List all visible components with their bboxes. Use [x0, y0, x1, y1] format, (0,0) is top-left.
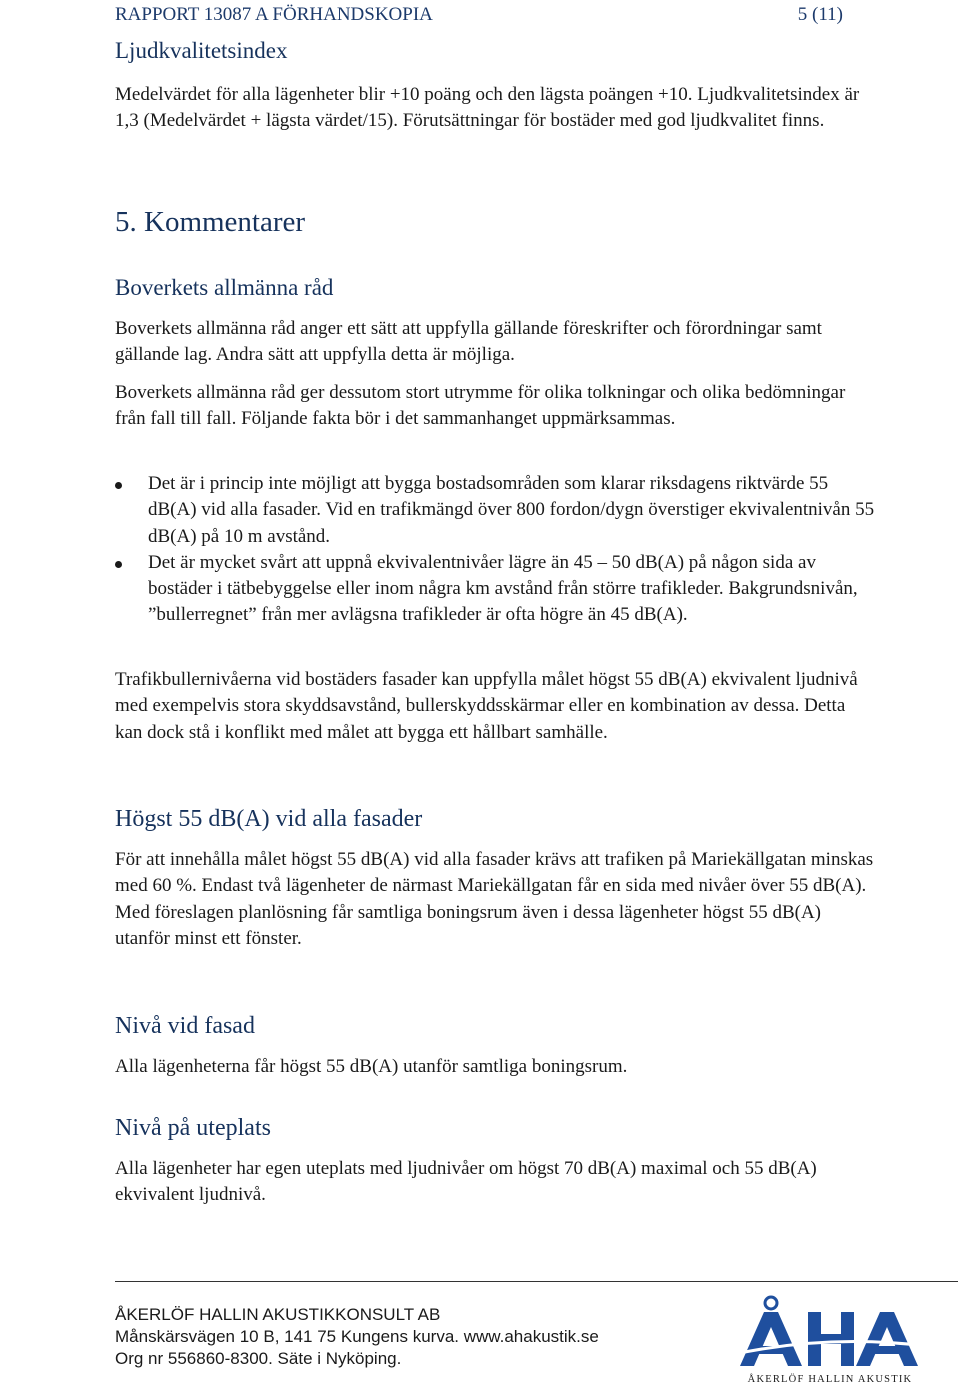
traffic-paragraph: Trafikbullernivåerna vid bostäders fasader kan uppfylla målet högst 55 dB(A) ekvivalent ljudnivå med exempelvis stora skyddsavstånd, bullerskyddsskärmar eller en kombination av dessa. Detta kan dock stå i konflikt med målet att bygga ett hållbart samhälle.	[115, 669, 858, 743]
list-item-text: Det är i princip inte möjligt att bygga bostadsområden som klarar riksdagens riktvärde 55 dB(A) vid alla fasader. Vid en trafikmängd över 800 fordon/dygn överstiger ekvivalentnivån 55 dB(A) på 10 m avstånd.	[148, 473, 875, 547]
footer	[115, 1304, 599, 1370]
boverket-paragraph-1: Boverkets allmänna råd anger ett sätt att uppfylla gällande föreskrifter och förordningar samt gällande lag. Andra sätt att uppfylla detta är möjliga.	[115, 318, 822, 366]
hogst-paragraph: För att innehålla målet högst 55 dB(A) vid alla fasader krävs att trafiken på Mariekällgatan minskas med 60 %. Endast två lägenheter de närmast Mariekällgatan får en sida med nivåer över 55 dB(A). Med föreslagen planlösning får samtliga boningsrum även i dessa lägenheter högst 55 dB(A) utanför minst ett fönster.	[115, 849, 874, 949]
section-title-hogst-55: Högst 55 dB(A) vid alla fasader	[115, 806, 423, 832]
footer-company: ÅKERLÖF HALLIN AKUSTIKKONSULT AB	[115, 1305, 441, 1324]
logo-caption: ÅKERLÖF HALLIN AKUSTIK	[747, 1374, 913, 1385]
facts-list	[115, 471, 875, 629]
section-title-ljudkvalitetsindex: Ljudkvalitetsindex	[115, 38, 288, 63]
chapter-title-kommentarer: 5. Kommentarer	[115, 206, 306, 238]
page-number: 5 (11)	[797, 4, 843, 25]
list-item-text: Det är mycket svårt att uppnå ekvivalentnivåer lägre än 45 – 50 dB(A) på någon sida av bostäder i tätbebyggelse eller inom några km avstånd från större trafikleder. Bakgrundsnivån, ”bullerregnet” från mer avlägsna trafikleder är ofta högre än 45 dB(A).	[148, 551, 858, 626]
footer-address: Månskärsvägen 10 B, 141 75 Kungens kurva. www.ahakustik.se	[115, 1327, 599, 1346]
uteplats-paragraph: Alla lägenheter har egen uteplats med ljudnivåer om högst 70 dB(A) maximal och 55 dB(A) ekvivalent ljudnivå.	[115, 1158, 817, 1206]
report-id: RAPPORT 13087 A FÖRHANDSKOPIA	[115, 4, 433, 25]
section-title-boverket: Boverkets allmänna råd	[115, 275, 334, 300]
aha-logo-icon	[730, 1294, 930, 1386]
bullet-icon	[115, 482, 122, 489]
running-header	[115, 4, 843, 26]
footer-divider	[115, 1281, 958, 1282]
footer-org: Org nr 556860-8300. Säte i Nyköping.	[115, 1349, 402, 1368]
fasad-paragraph: Alla lägenheterna får högst 55 dB(A) utanför samtliga boningsrum.	[115, 1056, 628, 1077]
section-title-niva-uteplats: Nivå på uteplats	[115, 1115, 271, 1141]
list-item	[115, 550, 875, 629]
list-item	[115, 471, 875, 550]
section-title-niva-fasad: Nivå vid fasad	[115, 1013, 255, 1039]
boverket-paragraph-2: Boverkets allmänna råd ger dessutom stort utrymme för olika tolkningar och olika bedömningar från fall till fall. Följande fakta bör i det sammanhanget uppmärksammas.	[115, 382, 846, 430]
ljudkvalitet-paragraph: Medelvärdet för alla lägenheter blir +10 poäng och den lägsta poängen +10. Ljudkvalitetsindex är 1,3 (Medelvärdet + lägsta värdet/15). Förutsättningar för bostäder med god ljudkvalitet finns.	[115, 84, 860, 132]
bullet-icon	[115, 561, 122, 568]
